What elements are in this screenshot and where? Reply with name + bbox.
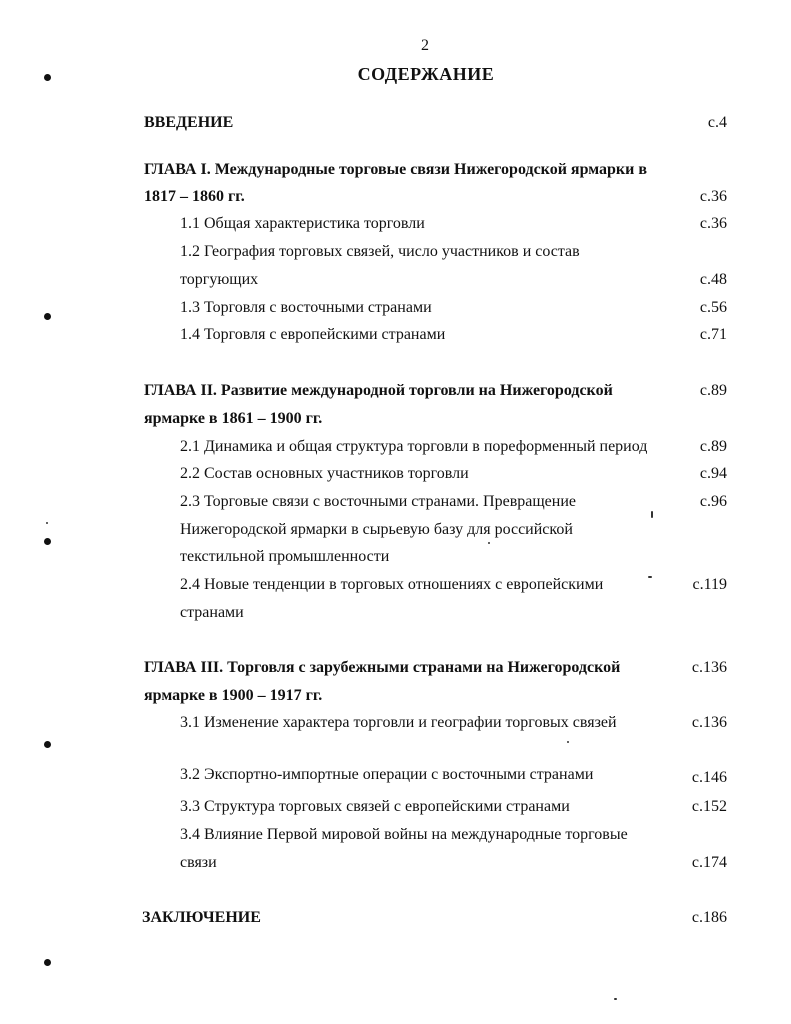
- toc-section-2-3: 2.3 Торговые связи с восточными странами. Превращение: [180, 493, 576, 510]
- toc-section-2-1: 2.1 Динамика и общая структура торговли в пореформенный период: [180, 438, 648, 455]
- toc-section-2-1-page: с.89: [699, 438, 727, 455]
- binder-hole-mark: [44, 959, 51, 966]
- toc-chapter2-page: с.89: [699, 382, 727, 399]
- toc-chapter3-page: с.136: [691, 659, 727, 676]
- toc-section-3-4: 3.4 Влияние Первой мировой войны на международные торговые: [180, 826, 628, 843]
- toc-section-2-4: 2.4 Новые тенденции в торговых отношениях с европейскими: [180, 576, 604, 593]
- page-title: СОДЕРЖАНИЕ: [357, 64, 495, 84]
- toc-section-3-2: 3.2 Экспортно-импортные операции с восточными странами: [180, 766, 594, 783]
- toc-intro-label: ВВЕДЕНИЕ: [144, 114, 234, 131]
- toc-chapter1-title: ГЛАВА I. Международные торговые связи Нижегородской ярмарки в: [144, 161, 647, 178]
- toc-section-1-4: 1.4 Торговля с европейскими странами: [180, 326, 446, 343]
- toc-section-1-2-page: с.48: [699, 271, 727, 288]
- toc-section-1-1-page: с.36: [699, 215, 727, 232]
- toc-section-3-4-page: с.174: [691, 854, 727, 871]
- binder-hole-mark: [44, 741, 51, 748]
- toc-section-3-1-page: с.136: [691, 714, 727, 731]
- toc-chapter3-title: ГЛАВА III. Торговля с зарубежными странами на Нижегородской: [144, 659, 621, 676]
- toc-section-2-4-page: с.119: [692, 576, 727, 593]
- toc-chapter2-title: ГЛАВА II. Развитие международной торговли на Нижегородской: [144, 382, 613, 399]
- scan-speck: [488, 542, 490, 544]
- toc-section-2-3-page: с.96: [699, 493, 727, 510]
- toc-chapter2-title-cont: ярмарке в 1861 – 1900 гг.: [144, 410, 323, 427]
- toc-section-2-3-cont: Нижегородской ярмарки в сырьевую базу для российской: [180, 521, 573, 538]
- toc-section-3-1: 3.1 Изменение характера торговли и географии торговых связей: [180, 714, 617, 731]
- toc-section-2-4-cont: странами: [180, 604, 244, 621]
- toc-conclusion-page: с.186: [691, 909, 727, 926]
- toc-section-1-3-page: с.56: [699, 299, 727, 316]
- scan-speck: [614, 998, 617, 1000]
- scan-speck: [46, 522, 48, 524]
- toc-intro-page: с.4: [707, 114, 727, 131]
- scan-speck: [567, 741, 569, 743]
- toc-section-1-3: 1.3 Торговля с восточными странами: [180, 299, 432, 316]
- binder-hole-mark: [44, 74, 51, 81]
- binder-hole-mark: [44, 313, 51, 320]
- toc-section-3-4-cont: связи: [180, 854, 217, 871]
- toc-section-3-3: 3.3 Структура торговых связей с европейскими странами: [180, 798, 570, 815]
- toc-section-2-3-cont2: текстильной промышленности: [180, 548, 390, 565]
- toc-section-1-2: 1.2 География торговых связей, число участников и состав: [180, 243, 580, 260]
- toc-section-3-2-page: с.146: [691, 769, 727, 786]
- toc-chapter3-title-cont: ярмарке в 1900 – 1917 гг.: [144, 687, 323, 704]
- toc-section-2-2: 2.2 Состав основных участников торговли: [180, 465, 469, 482]
- toc-section-3-3-page: с.152: [691, 798, 727, 815]
- toc-section-1-1: 1.1 Общая характеристика торговли: [180, 215, 425, 232]
- toc-section-2-2-page: с.94: [699, 465, 727, 482]
- scan-speck: [651, 511, 653, 518]
- toc-section-1-4-page: с.71: [699, 326, 727, 343]
- binder-hole-mark: [44, 538, 51, 545]
- toc-chapter1-title-cont: 1817 – 1860 гг.: [144, 188, 245, 205]
- toc-chapter1-page: с.36: [699, 188, 727, 205]
- toc-conclusion-label: ЗАКЛЮЧЕНИЕ: [142, 909, 261, 926]
- toc-section-1-2-cont: торгующих: [180, 271, 259, 288]
- page-number: 2: [421, 37, 429, 54]
